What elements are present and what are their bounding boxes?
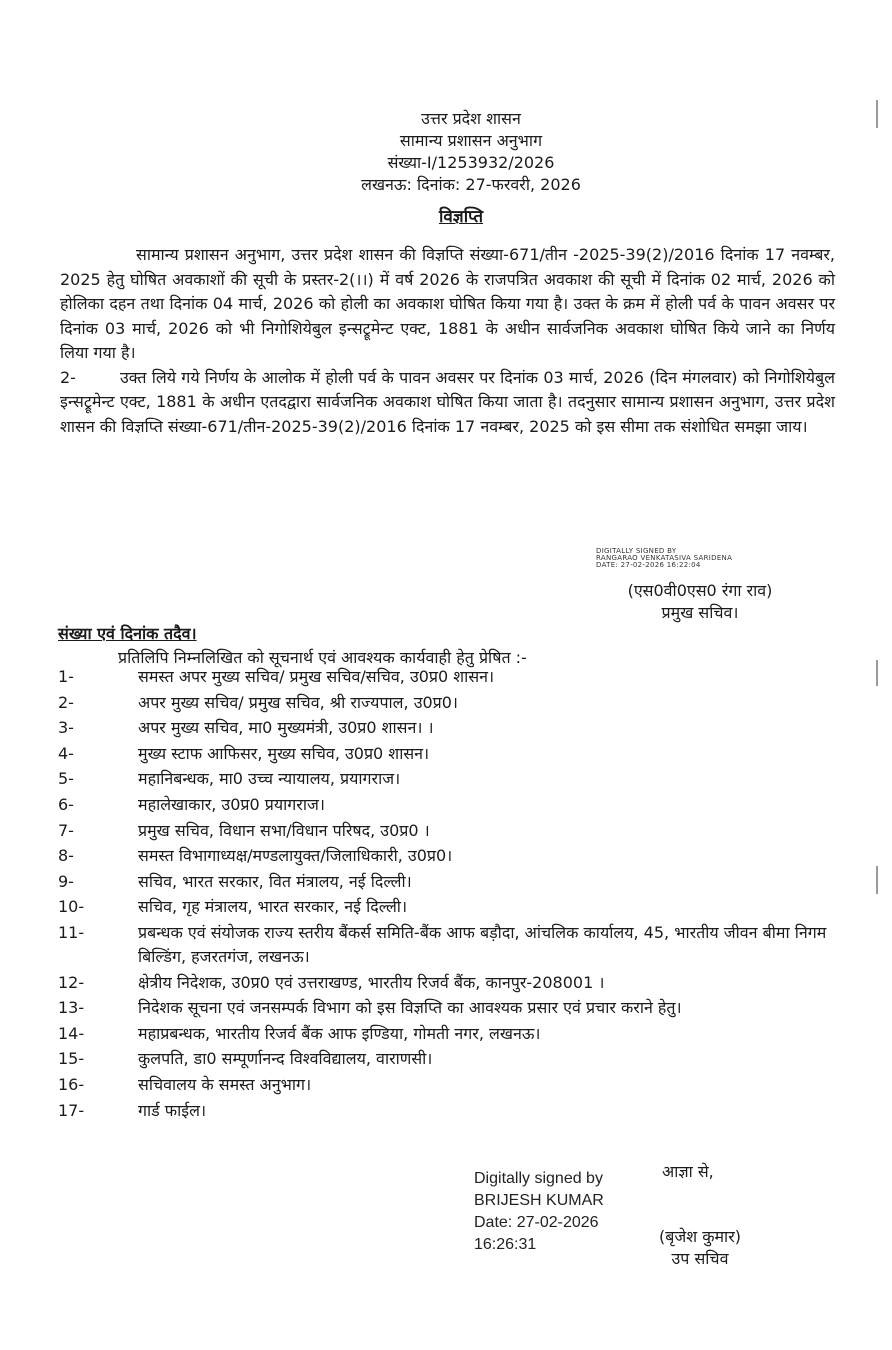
dsig2-line4: 16:26:31 [474, 1236, 537, 1253]
notice-body [60, 243, 835, 439]
list-item [58, 996, 848, 1020]
dsig2-line1: Digitally signed by [474, 1170, 603, 1187]
dsig1-line2: RANGARAO VENKATASIVA SARIDENA [596, 554, 733, 562]
list-item [58, 767, 848, 791]
item-number: 15- [58, 1049, 85, 1069]
government-name: उत्तर प्रदेश शासन [421, 109, 521, 128]
letterhead [0, 108, 892, 196]
list-item [58, 1099, 848, 1123]
list-item [58, 870, 848, 894]
item-number: 3- [58, 718, 74, 738]
scan-edge-mark [876, 660, 878, 686]
list-item [58, 921, 848, 969]
place-date: लखनऊ: दिनांक: 27-फरवरी, 2026 [361, 175, 581, 194]
item-number: 14- [58, 1023, 85, 1043]
signatory-2-designation: उप सचिव [671, 1249, 729, 1268]
signatory-1-name: (एस0वी0एस0 रंगा राव) [627, 581, 773, 600]
item-number: 5- [58, 769, 74, 789]
item-text: महानिबन्धक, मा0 उच्च न्यायालय, प्रयागराज। [138, 769, 401, 789]
list-item [58, 793, 848, 817]
by-order-text: आज्ञा से, [662, 1162, 714, 1181]
item-number: 12- [58, 972, 85, 992]
item-number: 7- [58, 820, 74, 840]
principal-secretary-signatory [560, 580, 840, 624]
item-text: अपर मुख्य सचिव/ प्रमुख सचिव, श्री राज्यपाल, उ0प्र0। [138, 692, 458, 712]
item-text: क्षेत्रीय निदेशक, उ0प्र0 एवं उत्तराखण्ड, भारतीय रिजर्व बैंक, कानपुर-208001 । [138, 972, 605, 992]
item-text: प्रमुख सचिव, विधान सभा/विधान परिषद, उ0प्र0 । [138, 820, 430, 840]
dsig2-line2: BRIJESH KUMAR [474, 1192, 604, 1209]
list-item [58, 971, 848, 995]
item-text: सचिव, गृह मंत्रालय, भारत सरकार, नई दिल्ली। [138, 897, 408, 917]
item-number: 13- [58, 998, 85, 1018]
item-text: प्रबन्धक एवं संयोजक राज्य स्तरीय बैंकर्स समिति-बैंक आफ बड़ौदा, आंचलिक कार्यालय, 45, भारतीय जीवन बीमा निगम बिल्डिंग, हजरतगंज, लखनऊ। [138, 922, 827, 966]
list-item [58, 742, 848, 766]
scan-edge-mark [876, 866, 878, 894]
dsig2-line3: Date: 27-02-2026 [474, 1214, 599, 1231]
list-item [58, 844, 848, 868]
list-item [58, 1073, 848, 1097]
paragraph-2 [60, 366, 835, 440]
item-text: अपर मुख्य सचिव, मा0 मुख्यमंत्री, उ0प्र0 शासन। । [138, 718, 434, 738]
notice-title: विज्ञप्ति [438, 207, 484, 227]
item-number: 11- [58, 922, 85, 942]
item-number: 2- [58, 692, 74, 712]
list-item [58, 895, 848, 919]
paragraph-1: सामान्य प्रशासन अनुभाग, उत्तर प्रदेश शासन की विज्ञप्ति संख्या-671/तीन -2025-39(2)/2016 दिनांक 17 नवम्बर, 2025 हेतु घोषित अवकाशों की सूची के प्रस्तर-2(।।) में वर्ष 2026 के राजपत्रित अवकाश की सूची में दिनांक 02 मार्च, 2026 को होलिका दहन तथा दिनांक 04 मार्च, 2026 को होली का अवकाश घोषित किया गया है। उक्त के क्रम में होली पर्व के पावन अवसर पर दिनांक 03 मार्च, 2026 को भी निगोशियेबुल इन्सट्रूमेन्ट एक्ट, 1881 के अधीन सार्वजनिक अवकाश घोषित किये जाने का निर्णय लिया गया है। [60, 245, 835, 362]
copy-recipient-list [58, 665, 848, 1124]
list-item [58, 665, 848, 689]
list-item [58, 1022, 848, 1046]
item-text: समस्त विभागाध्यक्ष/मण्डलायुक्त/जिलाधिकारी, उ0प्र0। [138, 846, 453, 866]
paragraph-2-number: 2- [60, 367, 76, 387]
item-number: 8- [58, 846, 74, 866]
item-number: 4- [58, 743, 74, 763]
list-item [58, 1047, 848, 1071]
list-item [58, 819, 848, 843]
item-number: 1- [58, 667, 74, 686]
list-item [58, 691, 848, 715]
item-text: महाप्रबन्धक, भारतीय रिजर्व बैंक आफ इण्डिया, गोमती नगर, लखनऊ। [138, 1023, 541, 1043]
digital-signature-stamp-2 [474, 1168, 604, 1256]
item-text: समस्त अपर मुख्य सचिव/ प्रमुख सचिव/सचिव, उ0प्र0 शासन। [138, 667, 495, 686]
item-number: 17- [58, 1100, 85, 1120]
item-text: निदेशक सूचना एवं जनसम्पर्क विभाग को इस विज्ञप्ति का आवश्यक प्रसार एवं प्रचार कराने हेतु। [138, 998, 682, 1018]
deputy-secretary-signatory [630, 1226, 770, 1270]
item-text: कुलपति, डा0 सम्पूर्णानन्द विश्वविद्यालय, वाराणसी। [138, 1049, 433, 1069]
signatory-2-name: (बृजेश कुमार) [658, 1227, 741, 1246]
copy-heading: संख्या एवं दिनांक तदैव। [58, 624, 197, 643]
paragraph-2-text: उक्त लिये गये निर्णय के आलोक में होली पर्व के पावन अवसर पर दिनांक 03 मार्च, 2026 (दिन मंगलवार) को निगोशियेबुल इन्सट्रूमेन्ट एक्ट, 1881 के अधीन एतदद्वारा सार्वजनिक अवकाश घोषित किया जाता है। तदनुसार सामान्य प्रशासन अनुभाग, उत्तर प्रदेश शासन की विज्ञप्ति संख्या-671/तीन-2025-39(2)/2016 दिनांक 17 नवम्बर, 2025 को इस सीमा तक संशोधित समझा जाय। [60, 367, 835, 436]
scan-edge-mark [876, 100, 878, 128]
item-text: महालेखाकार, उ0प्र0 प्रयागराज। [138, 794, 325, 814]
dsig1-line3: DATE: 27-02-2026 16:22:04 [596, 561, 701, 569]
item-number: 6- [58, 794, 74, 814]
dsig1-line1: DIGITALLY SIGNED BY [596, 547, 677, 555]
item-text: मुख्य स्टाफ आफिसर, मुख्य सचिव, उ0प्र0 शासन। [138, 743, 430, 763]
item-number: 10- [58, 897, 85, 917]
department-name: सामान्य प्रशासन अनुभाग [399, 131, 543, 150]
item-number: 9- [58, 871, 74, 891]
digital-signature-stamp-1 [596, 548, 732, 569]
item-text: सचिव, भारत सरकार, वित मंत्रालय, नई दिल्ली। [138, 871, 412, 891]
copy-intro: प्रतिलिपि निम्नलिखित को सूचनार्थ एवं आवश्यक कार्यवाही हेतु प्रेषित :- [118, 648, 527, 667]
item-number: 16- [58, 1074, 85, 1094]
list-item [58, 716, 848, 740]
reference-number: संख्या-I/1253932/2026 [387, 153, 555, 172]
signatory-1-designation: प्रमुख सचिव। [661, 603, 739, 622]
item-text: सचिवालय के समस्त अनुभाग। [138, 1074, 312, 1094]
item-text: गार्ड फाईल। [138, 1100, 207, 1120]
